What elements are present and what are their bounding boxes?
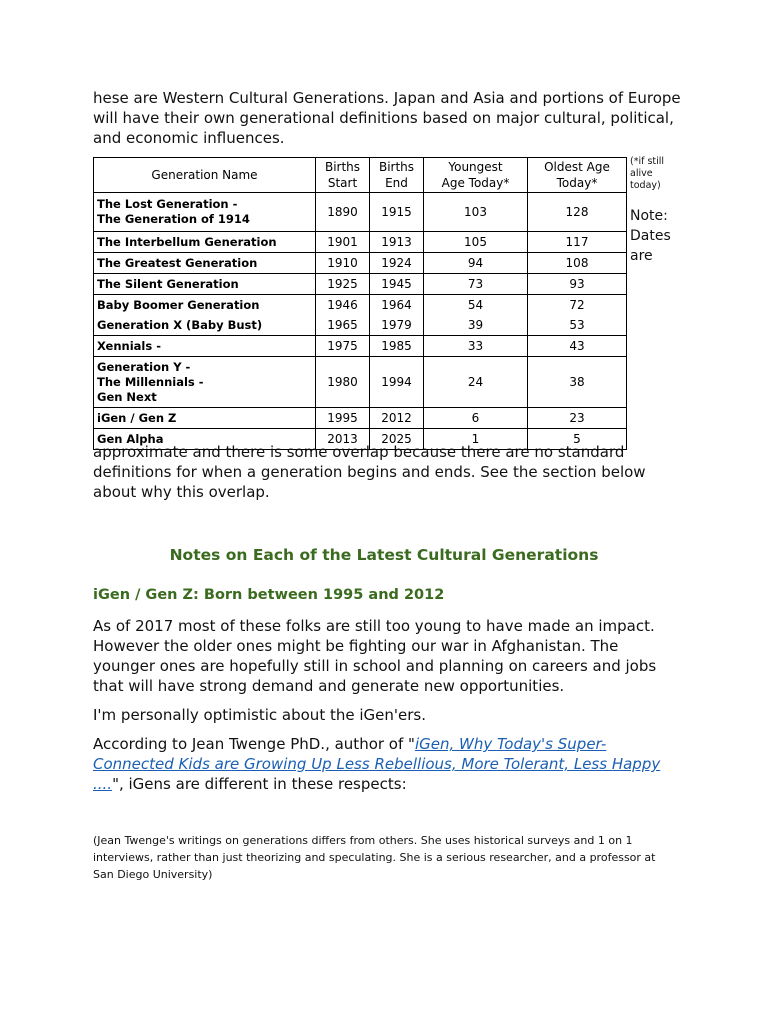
cell-births-start: 1925: [316, 274, 370, 295]
cell-generation-name: Generation X (Baby Bust): [94, 315, 316, 336]
paragraph-igen-impact: As of 2017 most of these folks are still too young to have made an impact. However the older ones might be fighting our war in Afghanistan. The younger ones are hopefully still in school and planning on careers and jobs that will have strong demand and generate new opportunities.: [93, 617, 657, 695]
cell-births-end: 1915: [370, 193, 424, 232]
book-link[interactable]: iGen, Why Today's Super-Connected Kids are Growing Up Less Rebellious, More Tolerant, Less Happy ....: [93, 735, 661, 793]
cell-births-end: 1979: [370, 315, 424, 336]
cell-youngest-age: 24: [424, 357, 528, 408]
cell-oldest-age: 53: [528, 315, 627, 336]
table-row: [94, 315, 627, 336]
cell-births-end: 1924: [370, 253, 424, 274]
cell-oldest-age: 23: [528, 408, 627, 429]
cell-youngest-age: 39: [424, 315, 528, 336]
cell-births-start: 1890: [316, 193, 370, 232]
cell-youngest-age: 94: [424, 253, 528, 274]
after-table-paragraph: approximate and there is some overlap because there are no standard definitions for when a generation begins and ends. See the section below about why this overlap.: [93, 443, 646, 501]
section-heading: Notes on Each of the Latest Cultural Generations: [169, 546, 599, 564]
cell-births-start: 2013: [316, 429, 370, 450]
cell-births-start: 1975: [316, 336, 370, 357]
cell-youngest-age: 103: [424, 193, 528, 232]
side-note-asterisk: (*if still alive today): [630, 156, 665, 191]
cell-youngest-age: 1: [424, 429, 528, 450]
cell-oldest-age: 43: [528, 336, 627, 357]
header-births-end: Births End: [370, 158, 424, 193]
header-oldest-age: Oldest Age Today*: [528, 158, 627, 193]
cell-births-start: 1980: [316, 357, 370, 408]
cell-oldest-age: 72: [528, 295, 627, 316]
header-youngest-age: Youngest Age Today*: [424, 158, 528, 193]
cell-oldest-age: 128: [528, 193, 627, 232]
header-births-start: Births Start: [316, 158, 370, 193]
cell-generation-name: Baby Boomer Generation: [94, 295, 316, 316]
cell-births-end: 1964: [370, 295, 424, 316]
cell-births-start: 1965: [316, 315, 370, 336]
cell-youngest-age: 54: [424, 295, 528, 316]
generations-table: [93, 157, 627, 450]
cell-oldest-age: 117: [528, 232, 627, 253]
paragraph-twenge: According to Jean Twenge PhD., author of "iGen, Why Today's Super-Connected Kids are Growing Up Less Rebellious, More Tolerant, Less Happy ....", iGens are different in these respects:: [93, 735, 661, 793]
table-row: [94, 357, 627, 408]
table-row: [94, 408, 627, 429]
cell-oldest-age: 108: [528, 253, 627, 274]
cell-generation-name: Xennials -: [94, 336, 316, 357]
table-row: [94, 193, 627, 232]
sub-heading: iGen / Gen Z: Born between 1995 and 2012: [93, 587, 445, 603]
cell-generation-name: The Interbellum Generation: [94, 232, 316, 253]
cell-births-end: 1945: [370, 274, 424, 295]
table-row: [94, 295, 627, 316]
cell-births-start: 1910: [316, 253, 370, 274]
side-note-dates: Note: Dates are: [630, 208, 671, 264]
table-row: [94, 232, 627, 253]
twenge-footnote: (Jean Twenge's writings on generations differs from others. She uses historical surveys and 1 on 1 interviews, rather than just theorizing and speculating. She is a serious researcher, and a professor at San Diego University): [93, 834, 656, 881]
paragraph-optimistic: I'm personally optimistic about the iGen'ers.: [93, 706, 426, 724]
cell-generation-name: Gen Alpha: [94, 429, 316, 450]
cell-generation-name: Generation Y - The Millennials - Gen Next: [94, 357, 316, 408]
cell-generation-name: The Lost Generation - The Generation of 1914: [94, 193, 316, 232]
cell-births-end: 2012: [370, 408, 424, 429]
cell-youngest-age: 105: [424, 232, 528, 253]
intro-paragraph: hese are Western Cultural Generations. Japan and Asia and portions of Europe will have their own generational definitions based on major cultural, political, and economic influences.: [93, 89, 681, 147]
cell-generation-name: The Greatest Generation: [94, 253, 316, 274]
cell-births-end: 1913: [370, 232, 424, 253]
table-header-row: [94, 158, 627, 193]
cell-births-start: 1995: [316, 408, 370, 429]
header-generation-name: Generation Name: [94, 158, 316, 193]
cell-generation-name: iGen / Gen Z: [94, 408, 316, 429]
cell-births-start: 1901: [316, 232, 370, 253]
cell-births-end: 2025: [370, 429, 424, 450]
cell-births-end: 1994: [370, 357, 424, 408]
cell-youngest-age: 33: [424, 336, 528, 357]
cell-oldest-age: 5: [528, 429, 627, 450]
cell-oldest-age: 93: [528, 274, 627, 295]
cell-oldest-age: 38: [528, 357, 627, 408]
cell-generation-name: The Silent Generation: [94, 274, 316, 295]
cell-births-end: 1985: [370, 336, 424, 357]
cell-youngest-age: 6: [424, 408, 528, 429]
table-row: [94, 336, 627, 357]
cell-births-start: 1946: [316, 295, 370, 316]
table-row: [94, 274, 627, 295]
cell-youngest-age: 73: [424, 274, 528, 295]
table-row: [94, 253, 627, 274]
